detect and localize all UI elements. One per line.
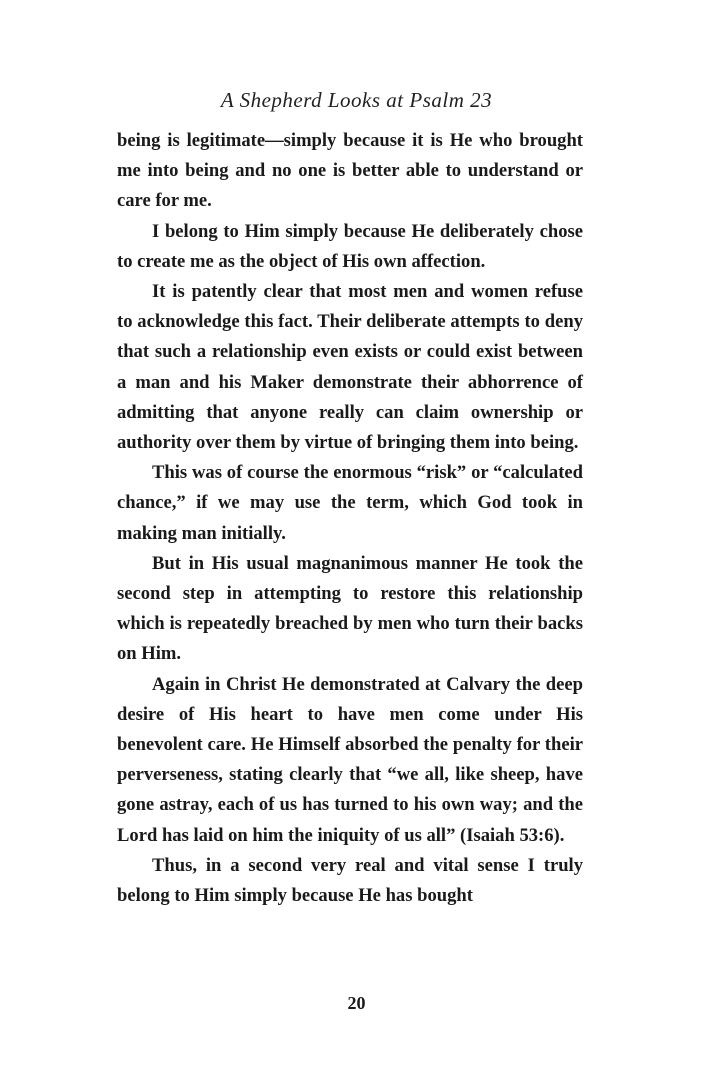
page-number: 20	[347, 993, 366, 1013]
paragraph: It is patently clear that most men and women refuse to acknowledge this fact. Their deliberate attempts to deny that such a relationship even exists or could exist between a man and his Maker demonstrate their abhorrence of admitting that anyone really can claim ownership or authority over them by virtue of bringing them into being.	[117, 281, 583, 454]
paragraph: I belong to Him simply because He deliberately chose to create me as the object of His own affection.	[117, 220, 583, 272]
body-text	[117, 126, 583, 911]
paragraph: This was of course the enormous “risk” or “calculated chance,” if we may use the term, which God took in making man initially.	[117, 462, 583, 544]
paragraph: Again in Christ He demonstrated at Calvary the deep desire of His heart to have men come under His benevolent care. He Himself absorbed the penalty for their perverseness, stating clearly that “we all, like sheep, have gone astray, each of us has turned to his own way; and the Lord has laid on him the iniquity of us all” (Isaiah 53:6).	[117, 673, 583, 846]
running-head-title: A Shepherd Looks at Psalm 23	[220, 88, 493, 112]
paragraph: Thus, in a second very real and vital sense I truly belong to Him simply because He has bought	[117, 854, 583, 907]
paragraph: But in His usual magnanimous manner He took the second step in attempting to restore this relationship which is repeatedly breached by men who turn their backs on Him.	[117, 552, 583, 665]
paragraph: being is legitimate—simply because it is He who brought me into being and no one is better able to understand or care for me.	[117, 130, 583, 212]
